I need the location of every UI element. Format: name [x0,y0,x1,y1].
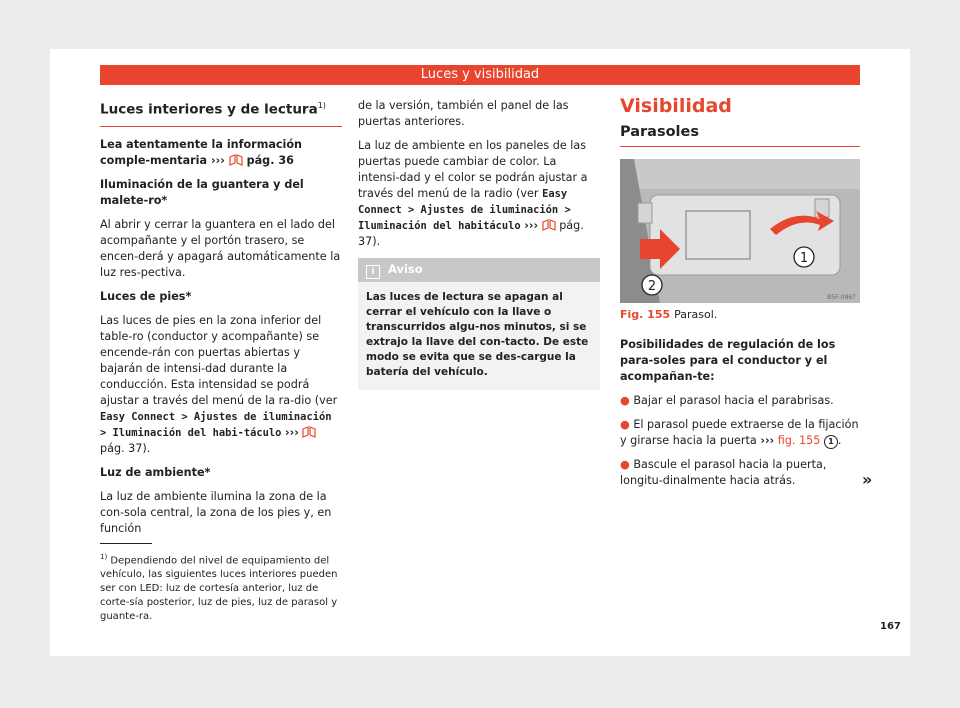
chapter-section-title: Visibilidad [620,95,732,117]
ambient-heading: Luz de ambiente* [100,465,211,479]
footnote [100,550,342,624]
section-title-text: Luces interiores y de lectura [100,101,318,118]
intro-text: Lea atentamente la información comple-mentaria [100,137,303,167]
note-box [358,258,600,390]
options-heading: Posibilidades de regulación de los para-soles para el conductor y el acompañan-te: [620,338,836,383]
list-item [620,393,860,409]
arrow-ref-icon: ››› [524,219,539,232]
chapter-header: Luces y visibilidad [100,65,860,85]
arrow-ref-icon: ››› [760,434,775,447]
figure-label-2: 2 [647,279,657,294]
info-icon: i [366,265,380,279]
figure-number: Fig. 155 [620,308,671,321]
note-title: Aviso [388,262,423,276]
footnote-divider [100,543,152,544]
page-number: 167 [880,621,901,632]
feet-text: Las luces de pies en la zona inferior del table-ro (conductor y acompañante) se encende-rán con puertas abiertas y bajarán de intensi-dad durante la conducción. Esta intensidad se podrá ajustar a través del menú de la ra-dio (ver [100,313,338,407]
continue-mark: » [862,470,873,489]
figure-label-1: 1 [799,251,809,266]
arrow-ref-icon: ››› [210,153,225,167]
feet-menu-path: Easy Connect > Ajustes de iluminación > Iluminación del habi-táculo [100,410,332,439]
glove-heading: Iluminación de la guantera y del malete-ro* [100,177,304,207]
figure-caption-text: Parasol. [674,308,718,321]
sunvisor-figure [620,159,860,303]
bullet-icon: ● [620,418,630,431]
bullet-icon: ● [620,394,630,407]
book-ref-icon [542,219,556,231]
feet-heading: Luces de pies* [100,289,192,303]
column-middle [358,98,600,390]
book-ref-icon [302,426,316,438]
feet-link[interactable]: pág. 37). [100,441,151,455]
callout-number-icon: 1 [824,435,838,449]
bullet-text: El parasol puede extraerse de la fijación y girarse hacia la puerta [620,418,859,447]
footnote-marker: 1) [100,553,108,561]
footnote-ref: 1) [317,101,326,110]
ambient-text-2: La luz de ambiente en los paneles de las puertas puede cambiar de color. La intensi-dad y el color se podrán ajustar a través del menú de la radio (ver [358,139,588,200]
ambient-menu-path: Easy Connect > Ajustes de iluminación > Iluminación del habitáculo [358,188,571,232]
ambient-link[interactable]: pág. 37). [358,219,584,248]
intro-paragraph [100,137,342,169]
column-right [620,95,860,497]
figure-link[interactable]: fig. 155 [777,434,821,447]
footnote-text: Dependiendo del nivel de equipamiento del vehículo, las siguientes luces interiores pueden ser con LED: luz de cortesía anterior, luz de corte-sía posterior, luz de pies, luz de parasol y guante-ra. [100,555,338,623]
ambient-paragraph [358,138,600,250]
note-text: Las luces de lectura se apagan al cerrar el vehículo con la llave o transcurridos algu-nos minutos, si se extrajo la llave del con-tacto. De este modo se evita que se des-cargue la batería del vehículo. [366,291,589,378]
glove-text: Al abrir y cerrar la guantera en el lado del acompañante y el portón trasero, se encen-derá y apagará automáticamente la luz res-pectiva. [100,217,341,279]
subsection-title: Parasoles [620,124,860,147]
arrow-ref-icon: ››› [284,425,299,439]
figure-caption [620,307,860,323]
column-left [100,98,342,545]
book-ref-icon [229,154,243,166]
section-title [100,98,342,127]
figure-code: B5F-0967 [827,294,856,301]
ambient-text: La luz de ambiente ilumina la zona de la con-sola central, la zona de los pies y, en función [100,489,332,535]
list-item: ● El parasol puede extraerse de la fijación y girarse hacia la puerta ››› fig. 155 1 . [620,418,859,447]
sunvisor-illustration [620,159,860,303]
bullet-text: Bajar el parasol hacia el parabrisas. [633,394,834,407]
feet-paragraph [100,313,342,457]
list-item [620,457,860,489]
note-header [358,258,600,282]
bullet-icon: ● [620,458,630,471]
intro-link[interactable]: pág. 36 [246,153,294,167]
bullet-text: Bascule el parasol hacia la puerta, longitu-dinalmente hacia atrás. [620,458,827,487]
continued-text: de la versión, también el panel de las puertas anteriores. [358,99,569,128]
